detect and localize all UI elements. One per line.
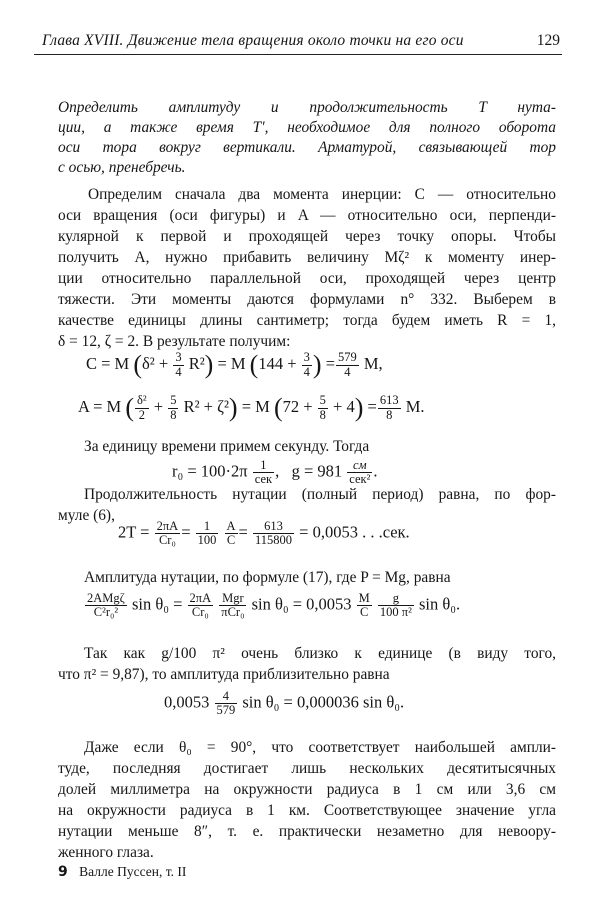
chapter-title: Глава XVIII. Движение тела вращения около точки на его оси <box>42 32 464 49</box>
para1-line-5: ции относительно параллельной оси, проходящей через центр <box>58 270 556 287</box>
task-line-3: оси тора вокруг вертикали. Арматурой, связывающей тор <box>58 139 556 156</box>
para1-line-4: получить A, нужно прибавить величину Mζ² к моменту инер- <box>58 249 556 266</box>
para6-line-1: Даже если θ₀ = 90°, что соответствует наибольшей ампли- <box>84 739 556 756</box>
equation-C: C = M (δ² + $\frac{3}{4}$ R²) = M (144 + $\frac{3}{4}$ ) = $\frac{579}{4}$ M, <box>86 350 383 379</box>
header-rule <box>34 54 562 55</box>
page-number: 129 <box>536 32 560 49</box>
equation-r0-g: r₀ = 100·2π $\frac{1}{\text{сек}}$ , g = 981 $\frac{см}{\text{сек²}}$ . <box>172 458 378 487</box>
para3-line-1: Продолжительность нутации (полный период) равна, по фор- <box>84 486 556 503</box>
para1-line-8: δ = 12, ζ = 2. В результате получим: <box>58 333 291 350</box>
footer-text: Валле Пуссен, т. II <box>79 864 187 879</box>
para1-line-6: тяжести. Эти моменты даются формулами n° 332. Выберем в <box>58 291 556 308</box>
para3-line-2: муле (6), <box>58 507 115 524</box>
fraction: $\frac{3}{4}$ <box>175 350 182 379</box>
para1-line-1: Определим сначала два момента инерции: C — относительно <box>88 186 556 203</box>
signature-footer <box>58 864 186 880</box>
para6-line-6: женного глаза. <box>58 844 154 861</box>
equation-amplitude: $\frac{\text{2AMgζ}}{\text{C²r₀²}}$ sin θ₀ = $\frac{2\pi A}{\text{Cr₀}}$ $\frac{\text{Mgr}}{\text{πCr₀}}$ sin θ₀ = 0,0053 $\frac{M}{C}$ $\frac{g}{\text{100 π²}}$ sin θ₀. <box>87 591 461 620</box>
task-line-1: Определить амплитуду и продолжительность T нута- <box>58 99 556 116</box>
para6-line-3: долей миллиметра на окружности радиуса в 1 см или 3,6 см <box>58 781 556 798</box>
para1-line-3: кулярной к первой и проходящей через точку опоры. Чтобы <box>58 228 556 245</box>
equation-amplitude-approx: 0,0053 $\frac{4}{579}$ sin θ₀ = 0,000036 sin θ₀. <box>164 689 405 718</box>
para5-line-2: что π² = 9,87), то амплитуда приблизительно равна <box>58 666 390 683</box>
para6-line-5: нутации меньше 8″, т. е. практически незаметно для невоору- <box>58 823 556 840</box>
para1-line-2: оси вращения (оси фигуры) и A — относительно оси, перпенди- <box>58 207 556 224</box>
para4: Амплитуда нутации, по формуле (17), где P = Mg, равна <box>84 569 451 586</box>
equation-A: A = M ( $\frac{\text{δ²}}{2}$ + $\frac{5}{8}$ R² + ζ²) = M (72 + $\frac{5}{8}$ + 4) = $\frac{613}{8}$ M. <box>78 393 425 422</box>
para1-line-7: качестве единицы длины сантиметр; тогда будем иметь R = 1, <box>58 312 556 329</box>
para6-line-4: на окружности радиуса в 1 км. Соответствующее значение угла <box>58 802 556 819</box>
para6-line-2: туде, последняя достигает лишь нескольких десятитысячных <box>58 760 556 777</box>
para2: За единицу времени примем секунду. Тогда <box>84 438 370 455</box>
equation-period: 2T = $\frac{2\pi A}{\text{Cr₀}}$ = $\frac{1}{100}$ $\frac{A}{C}$ = $\frac{613}{115800}$ = 0,0053 . . .сек. <box>118 519 410 548</box>
running-header <box>42 30 560 56</box>
para5-line-1: Так как g/100 π² очень близко к единице (в виду того, <box>84 645 556 662</box>
task-line-2: ции, а также время T′, необходимое для полного оборота <box>58 119 556 136</box>
task-line-4: с осью, пренебречь. <box>58 159 186 176</box>
signature-mark: 9 <box>58 864 68 880</box>
